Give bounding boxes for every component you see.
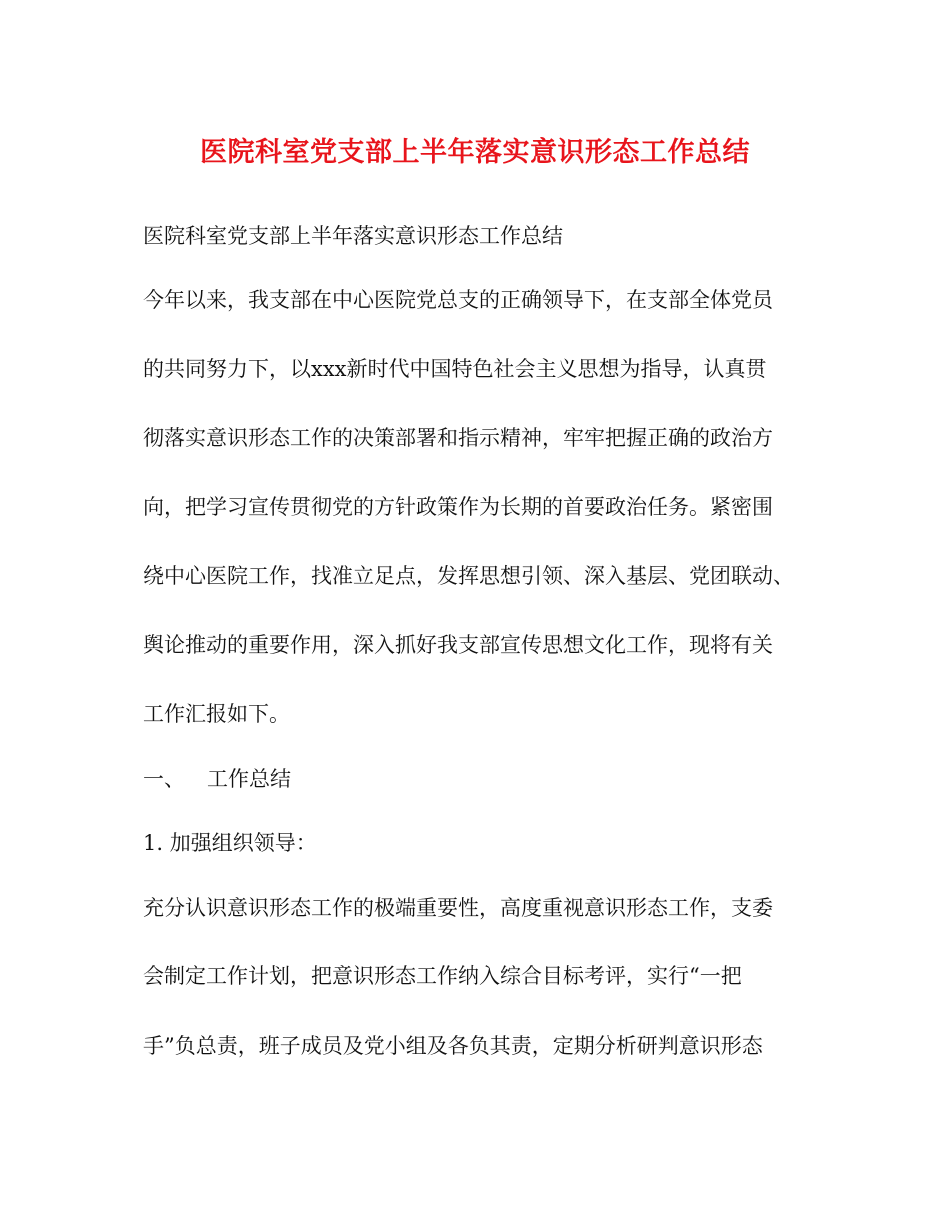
intro-line-2: 的共同努力下，以xxx新时代中国特色社会主义思想为指导，认真贯 <box>143 357 767 381</box>
section-label: 工作总结 <box>207 767 291 791</box>
item-line-1: 充分认识意识形态工作的极端重要性，高度重视意识形态工作，支委 <box>143 896 773 920</box>
item-line-2: 会制定工作计划，把意识形态工作纳入综合目标考评，实行“一把 <box>143 964 742 988</box>
intro-line-7: 工作汇报如下。 <box>143 702 290 726</box>
intro-line-5: 绕中心医院工作，找准立足点，发挥思想引领、深入基层、党团联动、 <box>143 564 794 588</box>
intro-line-6: 舆论推动的重要作用，深入抓好我支部宣传思想文化工作，现将有关 <box>143 633 773 657</box>
document-title: 医院科室党支部上半年落实意识形态工作总结 <box>200 137 750 168</box>
intro-line-1: 今年以来，我支部在中心医院党总支的正确领导下，在支部全体党员 <box>143 288 773 312</box>
section-heading-1 <box>143 765 291 793</box>
document-subtitle: 医院科室党支部上半年落实意识形态工作总结 <box>143 224 563 248</box>
intro-line-4: 向，把学习宣传贯彻党的方针政策作为长期的首要政治任务。紧密围 <box>143 495 773 519</box>
item-heading-1: 1. 加强组织领导： <box>143 831 317 855</box>
item-line-3: 手”负总责，班子成员及党小组及各负其责，定期分析研判意识形态 <box>143 1034 763 1058</box>
intro-line-3: 彻落实意识形态工作的决策部署和指示精神，牢牢把握正确的政治方 <box>143 426 773 450</box>
section-number: 一、 <box>143 767 185 791</box>
